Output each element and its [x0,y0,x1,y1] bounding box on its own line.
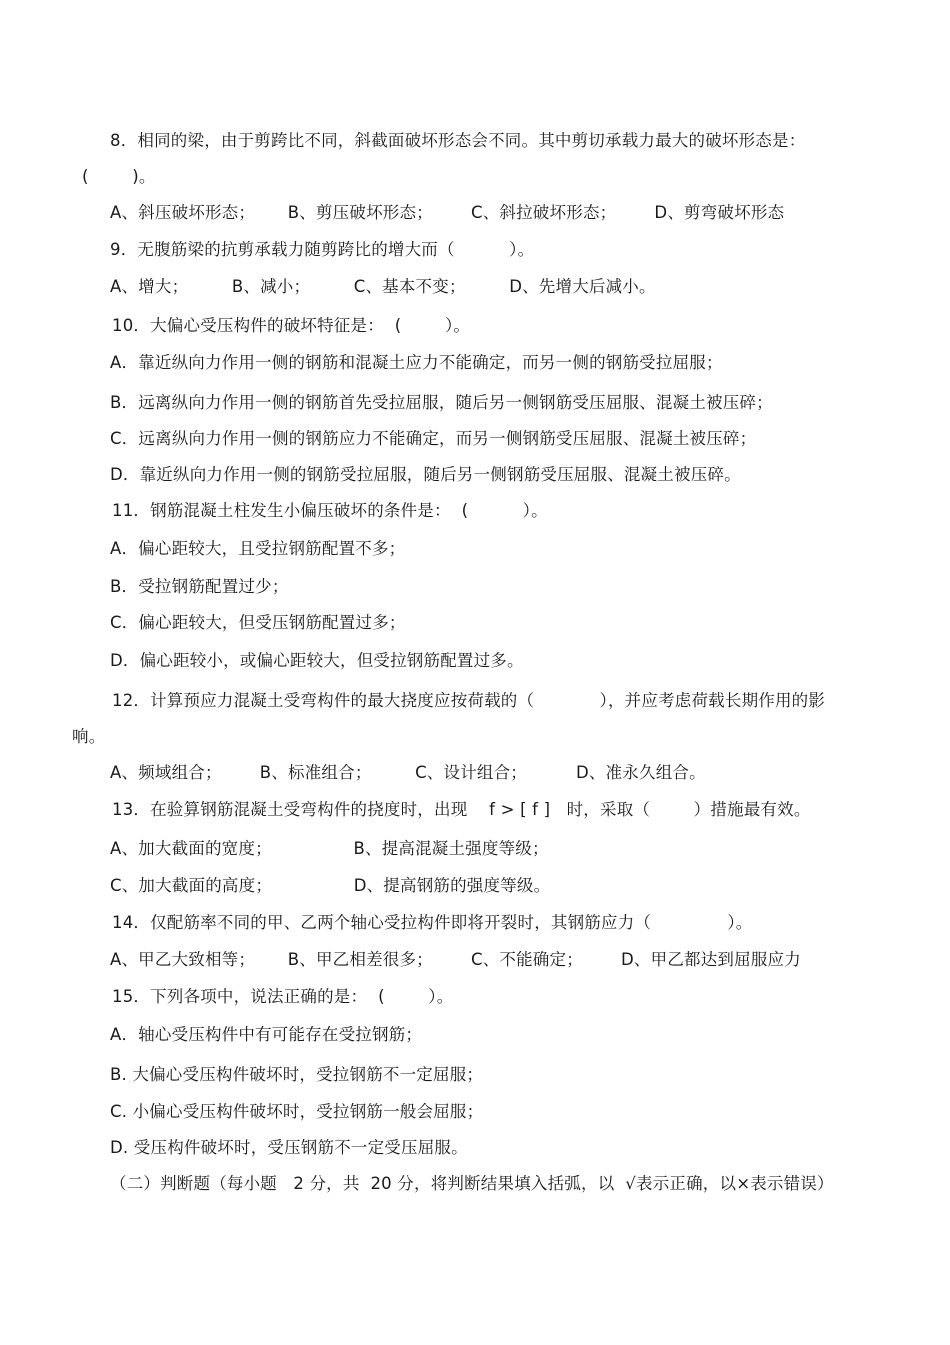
q11-option-d: D．偏心距较小，或偏心距较大，但受拉钢筋配置过多。 [110,651,524,670]
q14-stem: 14．仅配筋率不同的甲、乙两个轴心受拉构件即将开裂时，其钢筋应力（ ）。 [112,913,753,932]
q10-stem: 10．大偏心受压构件的破坏特征是： ( ）。 [112,316,471,335]
q11-option-b: B．受拉钢筋配置过少； [110,577,289,596]
q9-options: A、增大； B、减小； C、基本不变； D、先增大后减小。 [110,277,656,296]
q15-option-d: D. 受压构件破坏时，受压钢筋不一定受压屈服。 [110,1138,468,1157]
q12-stem-line1: 12．计算预应力混凝土受弯构件的最大挠度应按荷载的（ ），并应考虑荷载长期作用的影 [112,691,826,710]
q15-option-b: B. 大偏心受压构件破坏时，受拉钢筋不一定屈服； [110,1065,484,1084]
q13-options-row1: A、加大截面的宽度； B、提高混凝土强度等级； [110,839,549,858]
q10-option-d: D．靠近纵向力作用一侧的钢筋受拉屈服，随后另一侧钢筋受压屈服、混凝土被压碎。 [110,465,741,484]
q15-option-a: A．轴心受压构件中有可能存在受拉钢筋； [110,1025,423,1044]
q8-options: A、斜压破坏形态； B、剪压破坏形态； C、斜拉破坏形态； D、剪弯破坏形态 [110,203,785,222]
q13-stem: 13．在验算钢筋混凝土受弯构件的挠度时，出现 f > [ f ] 时，采取（ ）措施最有效。 [112,800,811,819]
q10-option-a: A．靠近纵向力作用一侧的钢筋和混凝土应力不能确定，而另一侧的钢筋受拉屈服； [110,353,723,372]
q12-options: A、频域组合； B、标准组合； C、设计组合； D、准永久组合。 [110,763,706,782]
q9-stem: 9．无腹筋梁的抗剪承载力随剪跨比的增大而（ ）。 [110,240,535,259]
section2-heading: （二）判断题（每小题 2 分，共 20 分，将判断结果填入括弧，以 √表示正确，以×表示错误） [110,1174,834,1193]
q12-stem-line2: 响。 [72,727,106,746]
q11-option-c: C．偏心距较大，但受压钢筋配置过多； [110,613,406,632]
q15-option-c: C. 小偏心受压构件破坏时，受拉钢筋一般会屈服； [110,1102,484,1121]
q8-stem-line1: 8．相同的梁，由于剪跨比不同，斜截面破坏形态会不同。其中剪切承载力最大的破坏形态是： [110,131,806,150]
q10-option-c: C．远离纵向力作用一侧的钢筋应力不能确定，而另一侧钢筋受压屈服、混凝土被压碎； [110,429,757,448]
q10-option-b: B．远离纵向力作用一侧的钢筋首先受拉屈服，随后另一侧钢筋受压屈服、混凝土被压碎； [110,393,773,412]
q11-option-a: A．偏心距较大，且受拉钢筋配置不多； [110,539,406,558]
q11-stem: 11．钢筋混凝土柱发生小偏压破坏的条件是： ( ）。 [112,501,548,520]
q8-stem-line2: ( )。 [82,167,156,186]
q13-options-row2: C、加大截面的高度； D、提高钢筋的强度等级。 [110,876,551,895]
q15-stem: 15．下列各项中，说法正确的是： ( ）。 [112,987,454,1006]
q14-options: A、甲乙大致相等； B、甲乙相差很多； C、不能确定； D、甲乙都达到屈服应力 [110,950,801,969]
